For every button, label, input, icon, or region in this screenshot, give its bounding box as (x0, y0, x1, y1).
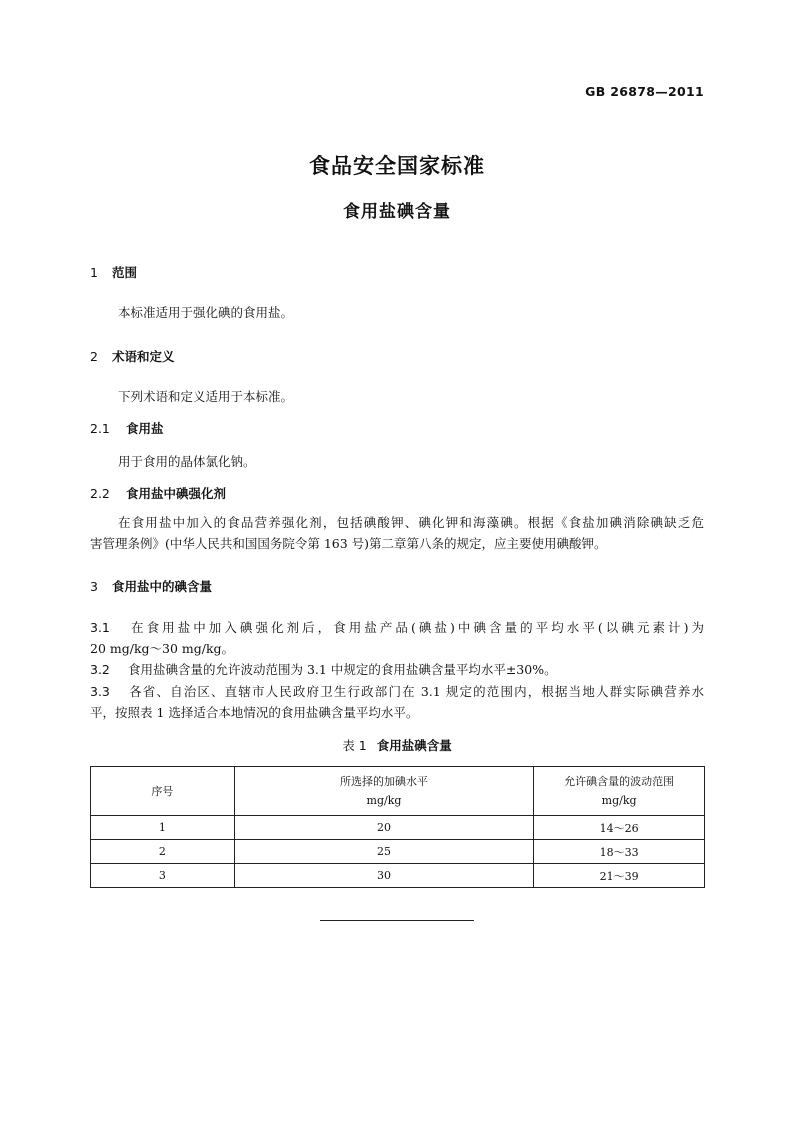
table-row (91, 816, 705, 840)
section-title: 食用盐 (126, 421, 164, 436)
cell-seq: 3 (91, 864, 235, 888)
cell-level: 20 (234, 816, 534, 840)
section-2-2-heading (90, 484, 226, 502)
section-3-3-line-1 (90, 681, 704, 702)
section-number: 2.1 (90, 421, 110, 436)
header-range-label: 允许碘含量的波动范围 (564, 775, 675, 788)
clause-text: 食用盐碘含量的允许波动范围为 3.1 中规定的食用盐碘含量平均水平±30%。 (128, 662, 557, 677)
section-title: 范围 (112, 265, 138, 280)
cell-range: 14～26 (534, 816, 705, 840)
header-level-unit: mg/kg (366, 794, 402, 807)
header-level-label: 所选择的加碘水平 (340, 775, 428, 788)
section-1-body: 本标准适用于强化碘的食用盐。 (118, 305, 294, 320)
header-seq: 序号 (91, 767, 235, 816)
section-2-1-heading (90, 419, 164, 437)
standard-code: GB 26878—2011 (585, 84, 704, 99)
table-row (91, 864, 705, 888)
section-title: 食用盐中碘强化剂 (126, 486, 227, 501)
clause-number: 3.1 (90, 620, 110, 635)
header-level (234, 767, 534, 816)
section-2-heading (90, 347, 175, 365)
section-3-heading (90, 577, 212, 595)
section-3-1-line-2: 20 mg/kg～30 mg/kg。 (90, 641, 235, 656)
section-3-1-line-1 (90, 617, 704, 638)
header-range-unit: mg/kg (601, 794, 637, 807)
cell-level: 30 (234, 864, 534, 888)
iodine-content-table (90, 766, 705, 888)
section-number: 2 (90, 349, 98, 364)
section-2-1-body: 用于食用的晶体氯化钠。 (118, 454, 256, 469)
table-number: 表 1 (342, 738, 367, 753)
table-header-row (91, 767, 705, 816)
section-1-heading (90, 263, 137, 281)
table-row (91, 840, 705, 864)
table-title: 食用盐碘含量 (376, 738, 452, 753)
clause-number: 3.2 (90, 662, 110, 677)
cell-seq: 1 (91, 816, 235, 840)
section-number: 2.2 (90, 486, 110, 501)
section-title: 食用盐中的碘含量 (112, 579, 213, 594)
header-range (534, 767, 705, 816)
clause-text: 各省、自治区、直辖市人民政府卫生行政部门在 3.1 规定的范围内，根据当地人群实际碘营养水 (128, 684, 704, 699)
cell-range: 21～39 (534, 864, 705, 888)
clause-number: 3.3 (90, 684, 110, 699)
section-3-3-line-2: 平，按照表 1 选择适合本地情况的食用盐碘含量平均水平。 (90, 705, 419, 720)
document-subtitle: 食用盐碘含量 (343, 202, 451, 222)
cell-range: 18～33 (534, 840, 705, 864)
section-2-body: 下列术语和定义适用于本标准。 (118, 389, 294, 404)
end-divider (320, 920, 474, 921)
clause-text: 在食用盐中加入碘强化剂后，食用盐产品(碘盐)中碘含量的平均水平(以碘元素计)为 (128, 620, 704, 635)
section-2-2-body-line-2: 害管理条例》(中华人民共和国国务院令第 163 号)第二章第八条的规定，应主要使用碘酸钾。 (90, 536, 607, 551)
table-caption (0, 736, 794, 754)
section-title: 术语和定义 (112, 349, 175, 364)
document-title: 食品安全国家标准 (309, 154, 485, 178)
section-2-2-body-line-1: 在食用盐中加入的食品营养强化剂，包括碘酸钾、碘化钾和海藻碘。根据《食盐加碘消除碘缺乏危 (118, 515, 704, 530)
section-number: 3 (90, 579, 98, 594)
section-number: 1 (90, 265, 98, 280)
cell-seq: 2 (91, 840, 235, 864)
section-3-2 (90, 659, 704, 680)
cell-level: 25 (234, 840, 534, 864)
